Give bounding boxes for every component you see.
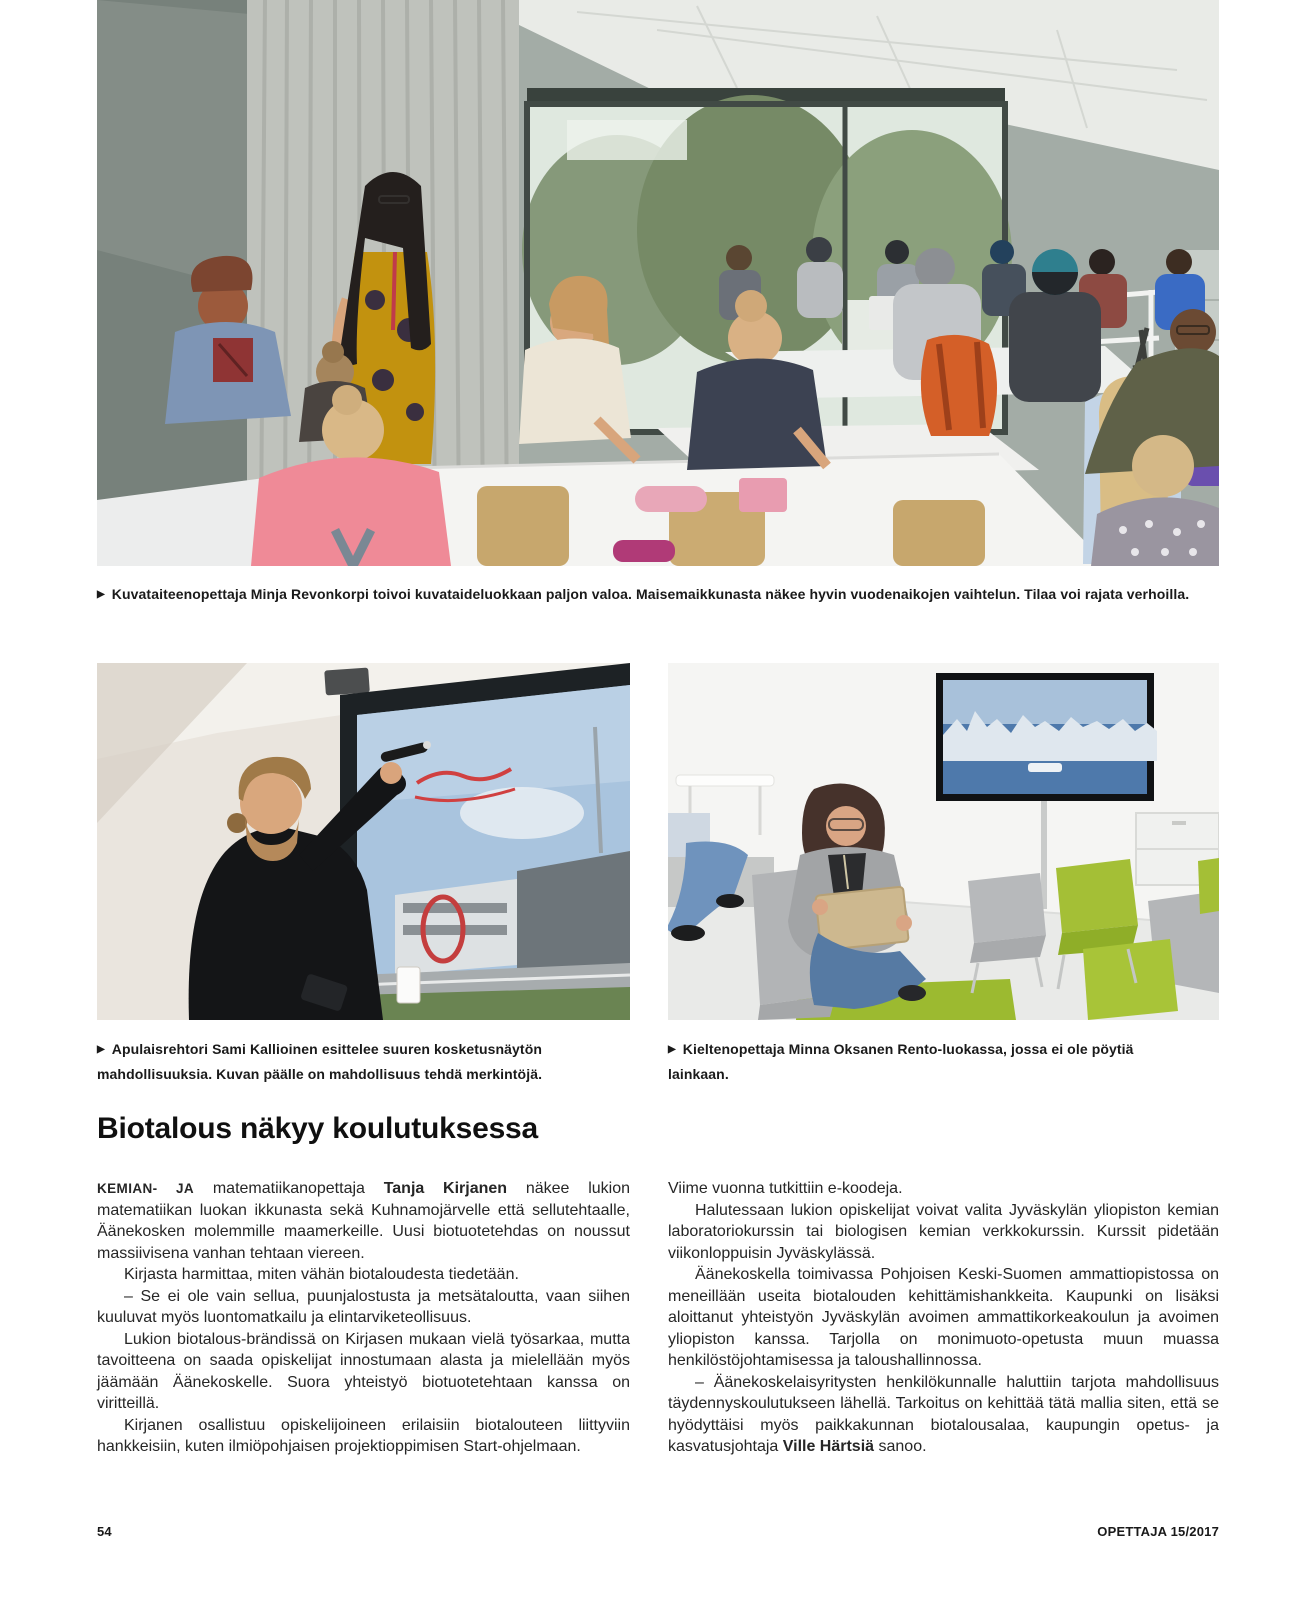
caption-top-text: Kuvataiteenopettaja Minja Revonkorpi toivoi kuvataideluokkaan paljon valoa. Maisemaikkunasta näkee hyvin vuodenaikojen vaihtelun. Tilaa voi rajata verhoilla.: [111, 586, 1190, 602]
caption-arrow-icon: ▶: [97, 1044, 105, 1055]
paragraph: Viime vuonna tutkittiin e-koodeja.: [668, 1180, 903, 1197]
caption-left: [97, 1038, 597, 1085]
caption-right-text: Kieltenopettaja Minna Oksanen Rento-luokassa, jossa ei ole pöytiä lainkaan.: [668, 1041, 1134, 1082]
touchscreen-photo: [97, 663, 630, 1020]
caption-arrow-icon: ▶: [97, 589, 105, 600]
magazine-issue: OPETTAJA 15/2017: [1097, 1524, 1219, 1539]
classroom-photo: [97, 0, 1219, 566]
caption-arrow-icon: ▶: [668, 1044, 676, 1055]
paragraph: Halutessaan lukion opiskelijat voivat valita Jyväskylän yliopiston kemian laboratoriokurssin tai biologisen kemian verkkokurssin. Kurssit pidetään viikonloppuisin Jyväskylässä.: [668, 1201, 1219, 1262]
paragraph: – Se ei ole vain sellua, puunjalostusta ja metsätaloutta, vaan siihen kuuluvat myös luontomatkailu ja elintarviketeollisuus.: [97, 1287, 630, 1326]
person-name: Tanja Kirjanen: [383, 1180, 508, 1197]
article-column-right: [668, 1178, 1219, 1458]
paragraph: Kirjanen osallistuu opiskelijoineen erilaisiin biotalouteen liittyviin hankkeisiin, kuten ilmiöpohjaisen projektioppimisen Start-ohjelmaan.: [97, 1416, 630, 1455]
body-text: sanoo.: [874, 1438, 927, 1455]
page-number: 54: [97, 1524, 112, 1539]
person-name: Ville Härtsiä: [782, 1438, 875, 1455]
paragraph: Kirjasta harmittaa, miten vähän biotaloudesta tiedetään.: [124, 1266, 519, 1283]
paragraph: Lukion biotalous-brändissä on Kirjasen mukaan vielä työsarkaa, mutta tavoitteena on saada opiskelijat innostumaan alasta ja mielellään myös jäämään Äänekoskelle. Suora yhteistyö biotuotetehtaan kanssa on viritteillä.: [97, 1330, 630, 1412]
paragraph: Äänekoskella toimivassa Pohjoisen Keski-Suomen ammattiopistossa on meneillään useita biotalouden kehittämishankkeita. Kaupunki on lisäksi aloittanut yhteistyön Jyväskylän avoimen ammattikorkeakoulun ja avoimen yliopiston kanssa. Tarjolla on monimuoto-opetusta muun muassa henkilöstöjohtamisessa ja taloushallinnossa.: [668, 1266, 1219, 1369]
body-text: – Äänekoskelaisyritysten henkilökunnalle haluttiin tarjota mahdollisuus täydennyskoulutukseen lähellä. Tarkoitus on kehittää tätä mallia siten, että se hyödyttäisi myös paikkakunnan biotalousalaa, kaupungin opetus- ja kasvatusjohtaja: [668, 1373, 1219, 1455]
paragraph: [668, 1372, 1219, 1458]
touchscreen: [340, 663, 630, 1020]
lead-in: KEMIAN- JA: [97, 1181, 195, 1196]
article-headline: Biotalous näkyy koulutuksessa: [97, 1112, 539, 1145]
caption-top: [97, 583, 1219, 608]
article-column-left: [97, 1178, 630, 1458]
body-text: matematiikanopettaja: [194, 1180, 384, 1197]
caption-right: [668, 1038, 1198, 1085]
rento-classroom-photo: [668, 663, 1219, 1020]
body-text: näkee lukion matematiikan luokan ikkunasta sekä Kuhnamojärvelle että sellutehtaalle, Äänekosken molemmille maamerkeille. Uusi biotuotetehdas on noussut massiivisena vanhan tehtaan viereen.: [97, 1180, 630, 1262]
paragraph: [97, 1178, 630, 1264]
caption-left-text: Apulaisrehtori Sami Kallioinen esittelee suuren kosketusnäytön mahdollisuuksia. Kuvan päälle on mahdollisuus tehdä merkintöjä.: [97, 1041, 543, 1082]
